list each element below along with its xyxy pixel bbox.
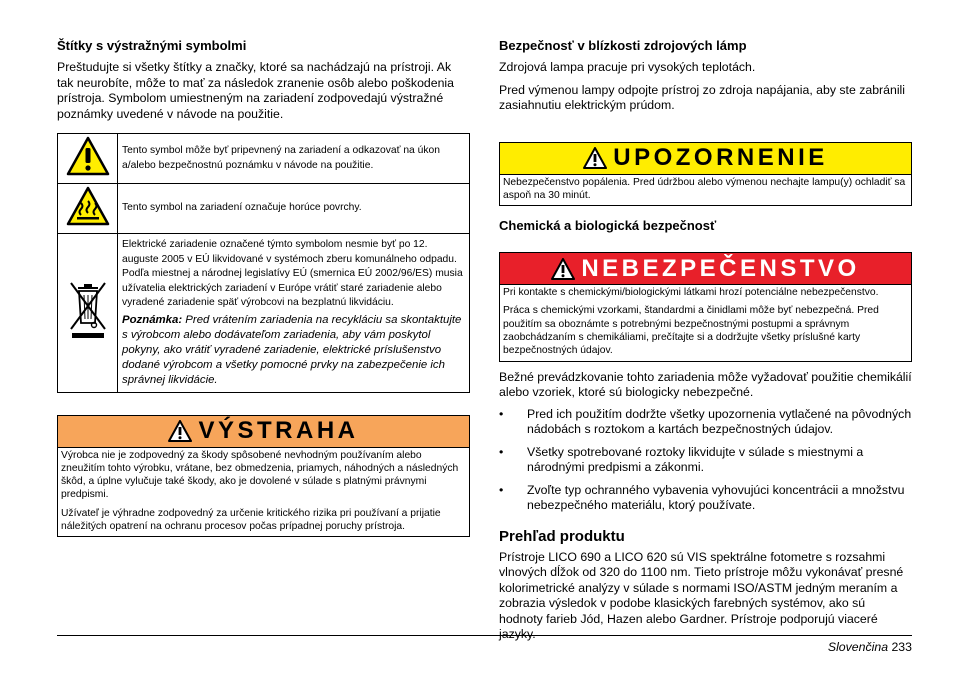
- chemical-safety-text: Bežné prevádzkovanie tohto zariadenia môže vyžadovať použitie chemikálií alebo vzoriek, ktoré sú biologicky nebezpečné.: [499, 369, 912, 400]
- right-column: [499, 38, 912, 643]
- symbol-description: Tento symbol môže byť pripevnený na zariadení a odkazovať na úkon a/alebo bezpečnostnú poznámku v návode na použitie.: [118, 134, 470, 184]
- symbol-icon-cell: [58, 234, 118, 393]
- page-footer: [828, 640, 912, 654]
- warning-triangle-icon: [168, 420, 192, 442]
- page-number: 233: [891, 640, 912, 654]
- lamp-safety-text-2: Pred výmenou lampy odpojte prístroj zo zdroja napájania, aby ste zabránili zasiahnutiu elektrickým prúdom.: [499, 82, 906, 112]
- caution-box: [499, 142, 912, 207]
- chemical-safety-heading: Chemická a biologická bezpečnosť: [499, 218, 717, 234]
- caution-box-title: UPOZORNENIE: [613, 144, 828, 171]
- list-item: • Pred ich použitím dodržte všetky upozornenia vytlačené na pôvodných nádobách s roztokom a kartách bezpečnostných údajov.: [499, 406, 912, 437]
- left-column: [57, 38, 470, 537]
- hot-surface-icon: [66, 186, 110, 226]
- symbol-icon-cell: [58, 134, 118, 184]
- product-overview-text: Prístroje LICO 690 a LICO 620 sú VIS spektrálne fotometre s rozsahmi vlnových dĺžok od 320 do 1100 nm. Tieto prístroje môžu vykonávať presné kolorimetrické analýzy v súlade s normami ISO/ASTM jedným meraním a zobrazia výsledok v podobe klasických farebných systémov, ako sú hodnoty farieb Jód, Hazen alebo Gardner. Prístroje podporujú viaceré jazyky.: [499, 549, 904, 642]
- warning-labels-intro: Preštudujte si všetky štítky a značky, ktoré sa nachádzajú na prístroji. Ak tak neurobíte, môže to mať za následok zranenie osôb alebo poškodenia prístroja. Symbolom umiestneným na zariadení zodpovedajú výstražné poznámky uvedené v návode na použitie.: [57, 60, 455, 121]
- warning-box-header: [58, 416, 469, 448]
- chemical-safety-list: [499, 407, 912, 514]
- danger-box-header: [500, 253, 911, 285]
- warning-triangle-icon: [551, 258, 575, 280]
- warning-box-body: Výrobca nie je zodpovedný za škody spôsobené nevhodným používaním alebo zneužitím tohto výrobku, vrátane, bez obmedzenia, priamych, náhodných a následných škôd, a úplne vylučuje také škody, ako je dovolené v súlade s platnými právnymi predpismi. Užívateľ je výhradne zodpovedný za určenie kritického rizika pri používaní a prijatie náležitých opatrení na ochranu procesov počas prípadnej poruchy prístroja.: [61, 449, 459, 532]
- warning-labels-heading: Štítky s výstražnými symbolmi: [57, 38, 247, 53]
- caution-box-header: [500, 143, 911, 175]
- weee-crossed-bin-icon: [66, 279, 110, 341]
- symbol-row: [58, 184, 470, 234]
- symbol-row: [58, 134, 470, 184]
- list-item: • Všetky spotrebované roztoky likvidujte v súlade s miestnymi a národnými predpismi a zákonmi.: [499, 444, 864, 475]
- warning-box: [57, 415, 470, 538]
- danger-box-title: NEBEZPEČENSTVO: [581, 254, 860, 282]
- warning-triangle-icon: [583, 147, 607, 169]
- symbol-icon-cell: [58, 184, 118, 234]
- caution-box-body: Nebezpečenstvo popálenia. Pred údržbou alebo výmenou nechajte lampu(y) ochladiť sa aspoň na 30 minút.: [503, 176, 906, 201]
- symbol-table: [57, 133, 470, 393]
- warning-triangle-icon: [66, 136, 110, 176]
- symbol-description: Tento symbol na zariadení označuje horúce povrchy.: [118, 184, 470, 234]
- symbol-row: [58, 234, 470, 393]
- symbol-description: Elektrické zariadenie označené týmto symbolom nesmie byť po 12. auguste 2005 v EÚ likvidované v systémoch zberu komunálneho odpadu. Podľa miestnej a národnej legislatívy EÚ (smernica EÚ 2002/96/ES) musia užívatelia elektrických zariadení v Európe vrátiť staré zariadenie alebo vyradené zariadenie späť výrobcovi na bezplatnú likvidáciu. Poznámka: Pred vrátením zariadenia na recykláciu sa skontaktujte s výrobcom alebo dodávateľom zariadenia, aby vám poskytol pokyny, ako vrátiť vyradené zariadenie, elektrické príslušenstvo dodané výrobcom a všetky pomocné prvky na zabezpečenie ich správnej likvidácie.: [118, 234, 470, 393]
- list-item: • Zvoľte typ ochranného vybavenia vyhovujúci koncentrácii a množstvu nebezpečného materiálu, ktorý používate.: [499, 482, 905, 513]
- danger-box-body: Pri kontakte s chemickými/biologickými látkami hrozí potenciálne nebezpečenstvo. Práca s chemickými vzorkami, štandardmi a činidlami môže byť nebezpečná. Pred použitím sa oboznámte s potrebnými bezpečnostnými postupmi a správnym zaobchádzaním s chemikáliami, prečítajte si a dodržujte všetky príslušné karty bezpečnostných údajov.: [503, 287, 879, 357]
- footer-divider: [57, 635, 912, 636]
- danger-box: [499, 252, 912, 361]
- lamp-safety-text-1: Zdrojová lampa pracuje pri vysokých teplotách.: [499, 60, 756, 74]
- warning-box-title: VÝSTRAHA: [198, 417, 359, 444]
- weee-note: Poznámka: Pred vrátením zariadenia na recykláciu sa skontaktujte s výrobcom alebo dodávateľom zariadenia, aby vám poskytol pokyny, ako vrátiť vyradené zariadenie, elektrické príslušenstvo dodané výrobcom a všetky pomocné prvky na zabezpečenie ich správnej likvidácie.: [122, 313, 462, 386]
- product-overview-heading: Prehľad produktu: [499, 527, 625, 545]
- lamp-safety-heading: Bezpečnosť v blízkosti zdrojových lámp: [499, 38, 747, 53]
- footer-language: Slovenčina: [827, 640, 889, 654]
